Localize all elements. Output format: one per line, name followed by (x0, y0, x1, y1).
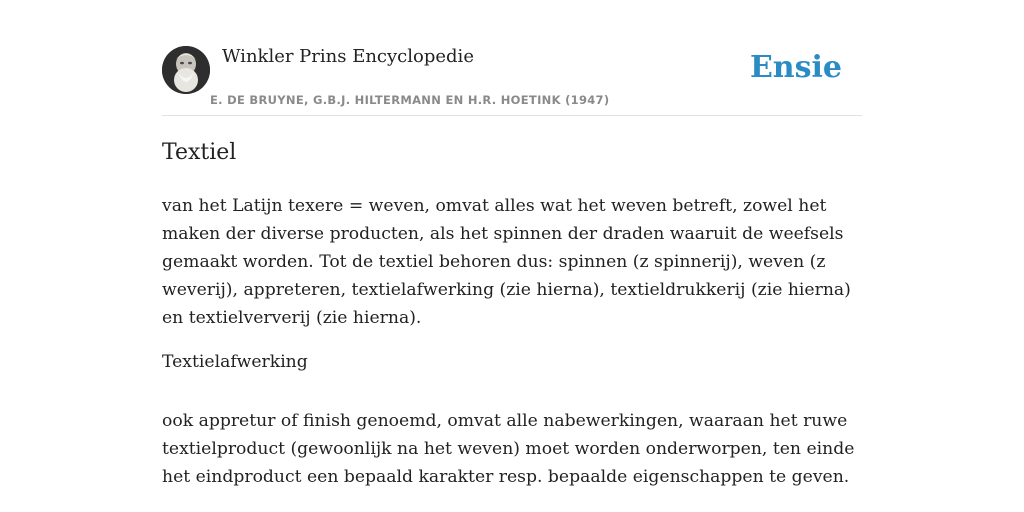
section-subheading: Textielafwerking (162, 352, 308, 372)
section-paragraph: ook appretur of finish genoemd, omvat alle nabewerkingen, waaraan het ruwe textielproduct (gewoonlijk na het weven) moet worden onderworpen, ten einde het eindproduct een bepaald karakter resp. bepaalde eigenschappen te geven. (162, 411, 855, 487)
brand-logo[interactable]: Ensie (749, 50, 842, 85)
article-intro-paragraph: van het Latijn texere = weven, omvat alles wat het weven betreft, zowel het maken der diverse producten, als het spinnen der draden waaruit de weefsels gemaakt worden. Tot de textiel behoren dus: spinnen (z spinnerij), weven (z weverij), appreteren, textielafwerking (zie hierna), textieldrukkerij (zie hierna) en textielververij (zie hierna). (162, 196, 851, 328)
author-avatar (162, 46, 210, 94)
article-title: Textiel (162, 140, 237, 165)
portrait-photo-icon (162, 46, 210, 94)
authors-byline: E. DE BRUYNE, G.B.J. HILTERMANN EN H.R. HOETINK (1947) (210, 93, 610, 107)
page-container (162, 0, 862, 487)
site-header (162, 0, 862, 116)
site-title[interactable]: Winkler Prins Encyclopedie (222, 46, 474, 67)
